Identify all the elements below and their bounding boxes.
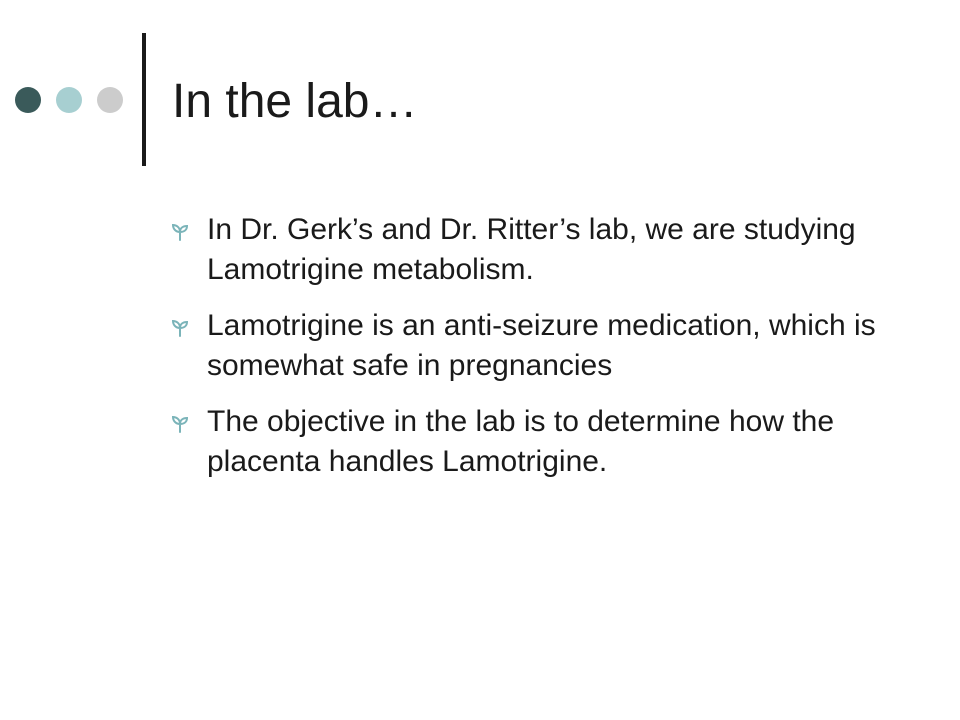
bullet-item (171, 306, 891, 386)
bullet-text: The objective in the lab is to determine how the placenta handles Lamotrigine. (207, 405, 835, 478)
dark-teal-dot (15, 87, 41, 113)
slide-title: In the lab… (172, 75, 418, 128)
seedling-bullet-icon (171, 319, 189, 337)
seedling-bullet-icon (171, 223, 189, 241)
bullet-item (171, 402, 891, 482)
light-teal-dot (56, 87, 82, 113)
bullet-text: Lamotrigine is an anti-seizure medication, which is somewhat safe in pregnancies (207, 309, 876, 382)
bullet-item (171, 210, 891, 290)
bullet-text: In Dr. Gerk’s and Dr. Ritter’s lab, we are studying Lamotrigine metabolism. (207, 213, 856, 286)
seedling-bullet-icon (171, 415, 189, 433)
gray-dot (97, 87, 123, 113)
title-divider (142, 33, 146, 166)
bullet-list (171, 210, 891, 498)
